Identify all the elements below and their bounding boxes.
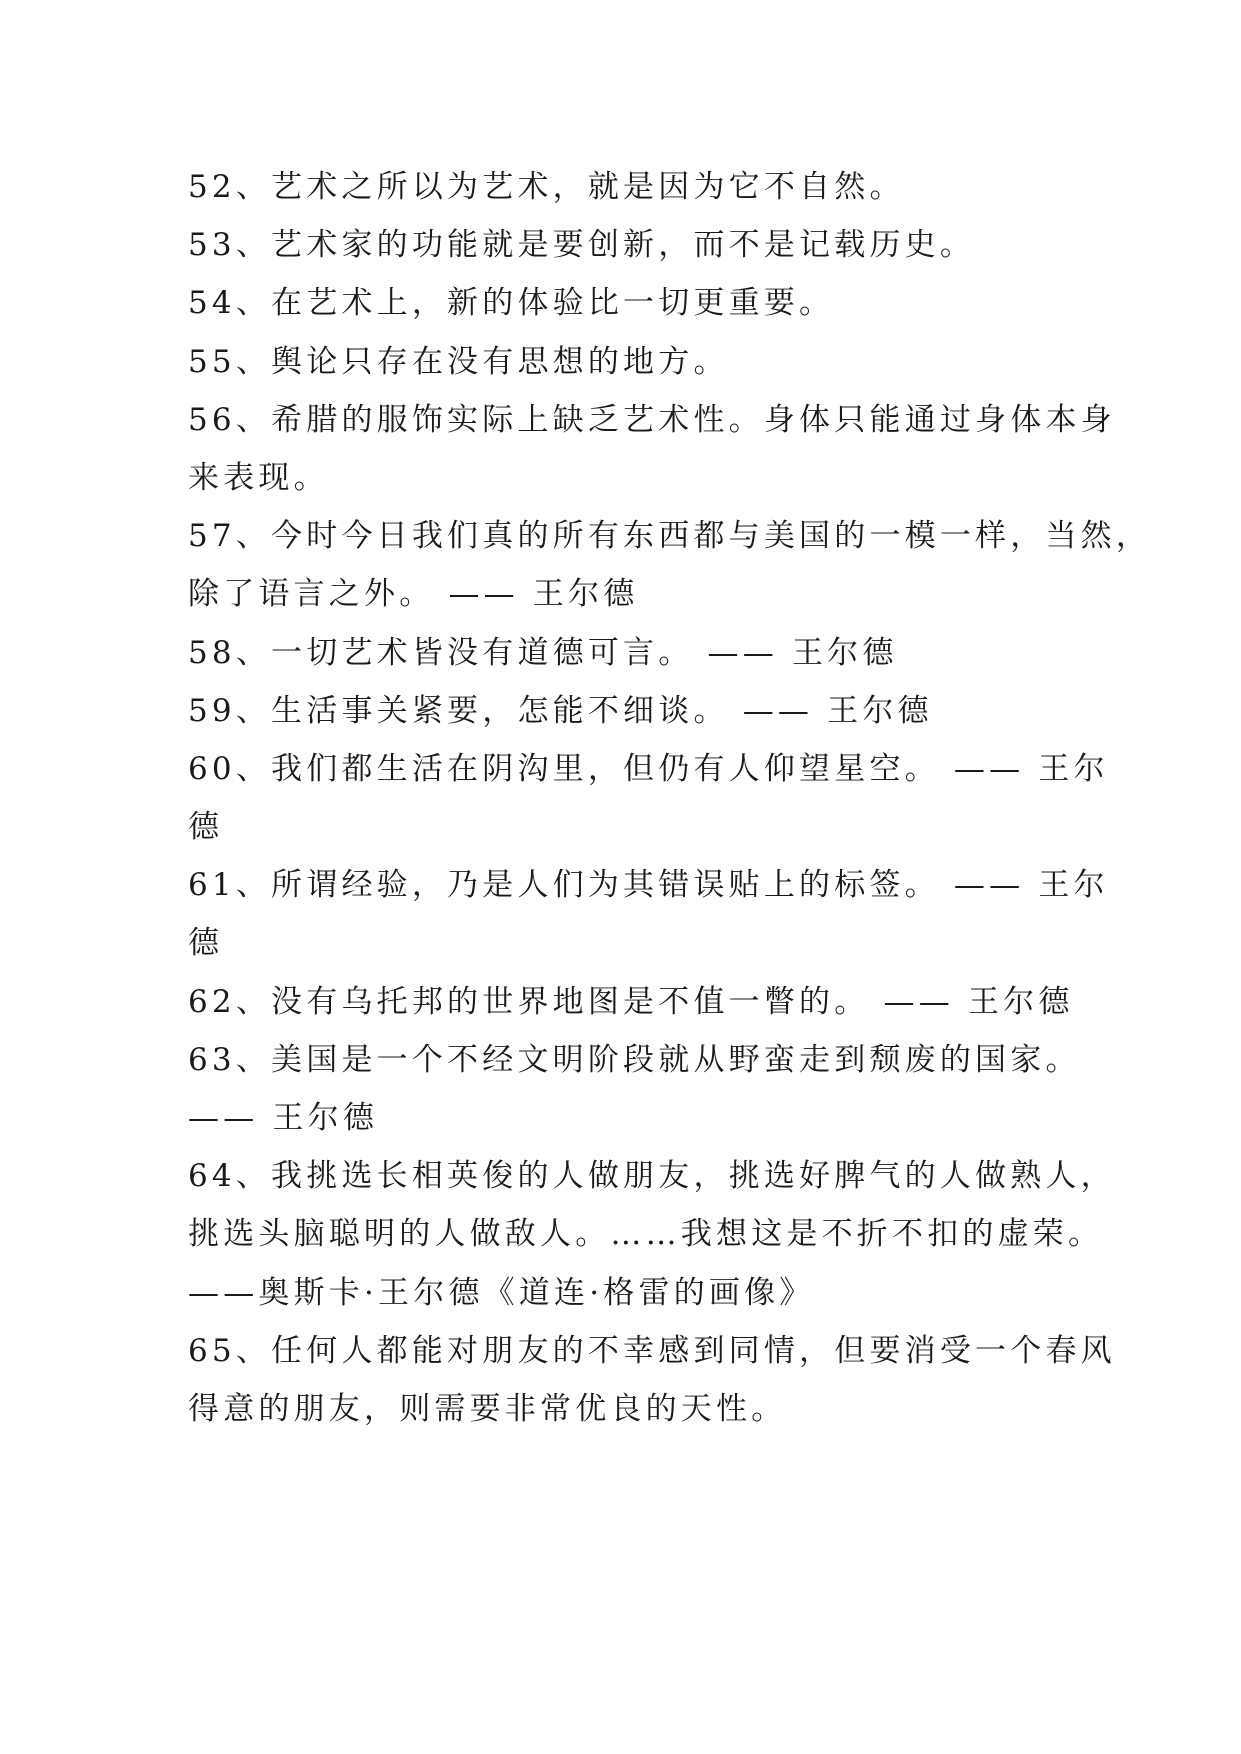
text-line: 60、我们都生活在阴沟里，但仍有人仰望星空。 —— 王尔 — [188, 750, 1109, 787]
text-line: 58、一切艺术皆没有道德可言。 —— 王尔德 — [188, 634, 898, 671]
text-line: 56、希腊的服饰实际上缺乏艺术性。身体只能通过身体本身 — [188, 401, 1116, 438]
text-line: 63、美国是一个不经文明阶段就从野蛮走到颓废的国家。 — [188, 1041, 1081, 1078]
text-line: 65、任何人都能对朋友的不幸感到同情，但要消受一个春风 — [188, 1332, 1116, 1369]
text-line: 57、今时今日我们真的所有东西都与美国的一模一样，当然， — [188, 518, 1152, 555]
text-line: ——奥斯卡·王尔德《道连·格雷的画像》 — [188, 1274, 815, 1311]
text-line: 德 — [188, 925, 224, 962]
text-line: 挑选头脑聪明的人做敌人。……我想这是不折不扣的虚荣。 — [188, 1216, 1104, 1253]
text-line: 55、舆论只存在没有思想的地方。 — [188, 343, 729, 380]
text-line: 德 — [188, 809, 224, 846]
text-line: 64、我挑选长相英俊的人做朋友，挑选好脾气的人做熟人， — [188, 1158, 1116, 1195]
text-line: 得意的朋友，则需要非常优良的天性。 — [188, 1390, 787, 1427]
text-line: 61、所谓经验，乃是人们为其错误贴上的标签。 —— 王尔 — [188, 867, 1109, 904]
text-line: 除了语言之外。 —— 王尔德 — [188, 576, 639, 613]
text-line: 来表现。 — [188, 459, 329, 496]
text-line: 53、艺术家的功能就是要创新，而不是记载历史。 — [188, 227, 976, 264]
quote-list — [188, 158, 1152, 1438]
text-line: 62、没有乌托邦的世界地图是不值一瞥的。 —— 王尔德 — [188, 983, 1074, 1020]
text-line: 59、生活事关紧要，怎能不细谈。 —— 王尔德 — [188, 692, 933, 729]
text-line: —— 王尔德 — [188, 1100, 379, 1136]
text-line: 52、艺术之所以为艺术，就是因为它不自然。 — [188, 169, 905, 205]
text-line: 54、在艺术上，新的体验比一切更重要。 — [188, 285, 835, 322]
